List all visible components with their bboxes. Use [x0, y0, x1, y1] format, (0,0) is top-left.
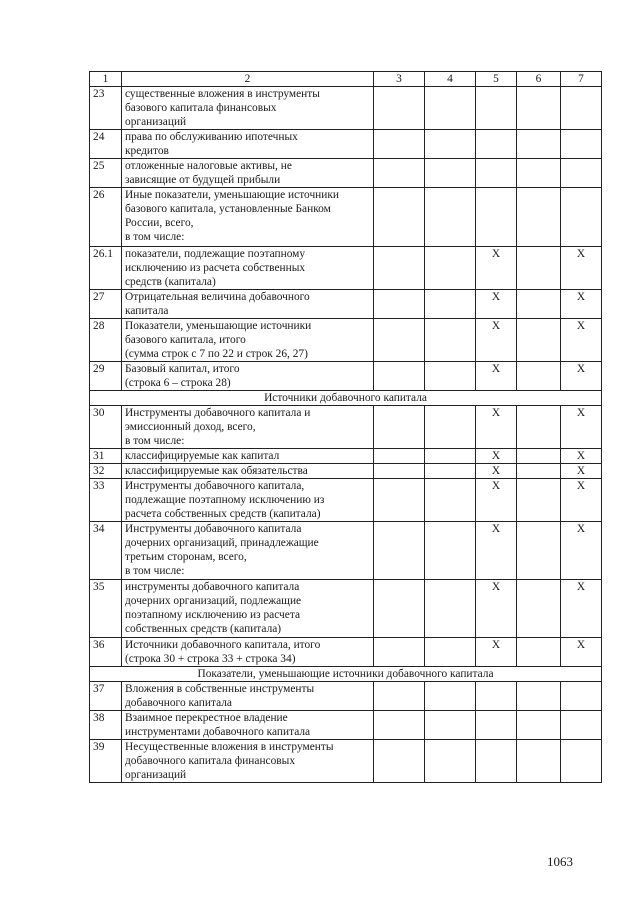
row-number: 33 — [90, 479, 122, 522]
row-description — [122, 188, 374, 247]
value-cell — [374, 290, 425, 319]
description-line: базового капитала, установленные Банком — [125, 203, 331, 215]
description-line: в том числе: — [125, 435, 185, 447]
description-line: средств (капитала) — [125, 276, 216, 288]
value-cell — [374, 522, 425, 580]
row-number: 29 — [90, 362, 122, 391]
row-number: 36 — [90, 638, 122, 667]
description-line: в том числе: — [125, 565, 185, 577]
row-description — [122, 406, 374, 449]
description-line: дочерних организаций, подлежащие — [125, 595, 302, 607]
value-cell: X — [476, 580, 517, 638]
description-line: зависящие от будущей прибыли — [125, 174, 281, 186]
value-cell: X — [476, 479, 517, 522]
value-cell: X — [561, 580, 602, 638]
value-cell — [517, 362, 561, 391]
row-number: 32 — [90, 464, 122, 479]
row-description — [122, 130, 374, 159]
description-line: организаций — [125, 769, 187, 781]
value-cell — [374, 188, 425, 247]
value-cell — [374, 362, 425, 391]
row-number: 34 — [90, 522, 122, 580]
value-cell — [517, 479, 561, 522]
header-cell: 6 — [517, 72, 561, 87]
value-cell — [425, 638, 476, 667]
row-description — [122, 580, 374, 638]
value-cell — [425, 464, 476, 479]
row-description — [122, 638, 374, 667]
value-cell: X — [476, 449, 517, 464]
value-cell — [517, 130, 561, 159]
table-row — [90, 406, 602, 449]
section-header-row — [90, 391, 602, 406]
value-cell — [517, 449, 561, 464]
description-line: Инструменты добавочного капитала — [125, 523, 302, 535]
value-cell — [425, 362, 476, 391]
table-row — [90, 449, 602, 464]
description-line: классифицируемые как капитал — [125, 450, 280, 462]
description-line: России, всего, — [125, 217, 194, 229]
table-row — [90, 464, 602, 479]
value-cell — [425, 740, 476, 783]
row-description — [122, 319, 374, 362]
description-line: Иные показатели, уменьшающие источники — [125, 189, 339, 201]
description-line: исключению из расчета собственных — [125, 262, 306, 274]
value-cell: X — [476, 247, 517, 290]
description-line: дочерних организаций, принадлежащие — [125, 537, 319, 549]
value-cell: X — [561, 362, 602, 391]
value-cell — [374, 464, 425, 479]
description-line: Показатели, уменьшающие источники — [125, 320, 312, 332]
header-cell: 7 — [561, 72, 602, 87]
value-cell — [517, 290, 561, 319]
table-row — [90, 319, 602, 362]
value-cell — [374, 479, 425, 522]
description-line: Базовый капитал, итого — [125, 363, 240, 375]
value-cell — [374, 580, 425, 638]
description-line: базового капитала, итого — [125, 334, 246, 346]
header-cell: 1 — [90, 72, 122, 87]
value-cell — [374, 319, 425, 362]
value-cell — [517, 188, 561, 247]
value-cell — [517, 682, 561, 711]
row-description — [122, 449, 374, 464]
value-cell — [561, 130, 602, 159]
value-cell — [425, 159, 476, 188]
row-number: 27 — [90, 290, 122, 319]
description-line: Инструменты добавочного капитала, — [125, 480, 305, 492]
row-number: 26.1 — [90, 247, 122, 290]
row-description — [122, 479, 374, 522]
value-cell: X — [561, 406, 602, 449]
value-cell: X — [561, 638, 602, 667]
row-description — [122, 362, 374, 391]
value-cell — [517, 580, 561, 638]
description-line: капитала — [125, 305, 169, 317]
description-line: отложенные налоговые активы, не — [125, 160, 292, 172]
row-number: 38 — [90, 711, 122, 740]
value-cell — [476, 130, 517, 159]
table-row — [90, 362, 602, 391]
description-line: подлежащие поэтапному исключению из — [125, 494, 325, 506]
description-line: (строка 30 + строка 33 + строка 34) — [125, 653, 296, 665]
table-row — [90, 290, 602, 319]
description-line: добавочного капитала финансовых — [125, 755, 296, 767]
value-cell — [517, 711, 561, 740]
value-cell: X — [561, 464, 602, 479]
description-line: Взаимное перекрестное владение — [125, 712, 288, 724]
value-cell: X — [476, 362, 517, 391]
row-number: 30 — [90, 406, 122, 449]
row-number: 26 — [90, 188, 122, 247]
table-row — [90, 479, 602, 522]
value-cell: X — [561, 479, 602, 522]
value-cell — [517, 87, 561, 130]
value-cell — [374, 159, 425, 188]
table-row — [90, 711, 602, 740]
header-cell: 2 — [122, 72, 374, 87]
description-line: инструментами добавочного капитала — [125, 726, 311, 738]
value-cell — [517, 159, 561, 188]
description-line: инструменты добавочного капитала — [125, 581, 300, 593]
description-line: собственных средств (капитала) — [125, 623, 282, 635]
row-number: 25 — [90, 159, 122, 188]
row-number: 37 — [90, 682, 122, 711]
value-cell — [374, 740, 425, 783]
description-line: Отрицательная величина добавочного — [125, 291, 310, 303]
value-cell — [425, 247, 476, 290]
row-description — [122, 711, 374, 740]
table-row — [90, 522, 602, 580]
value-cell — [374, 406, 425, 449]
table-row — [90, 87, 602, 130]
value-cell — [374, 711, 425, 740]
table-row — [90, 130, 602, 159]
section-title: Показатели, уменьшающие источники добавочного капитала — [90, 667, 602, 682]
value-cell — [476, 87, 517, 130]
row-description — [122, 247, 374, 290]
description-line: базового капитала финансовых — [125, 102, 277, 114]
value-cell — [374, 682, 425, 711]
value-cell — [374, 87, 425, 130]
value-cell: X — [561, 247, 602, 290]
description-line: права по обслуживанию ипотечных — [125, 131, 298, 143]
description-line: добавочного капитала — [125, 697, 232, 709]
value-cell — [425, 449, 476, 464]
row-number: 35 — [90, 580, 122, 638]
capital-table — [89, 71, 602, 783]
value-cell: X — [561, 449, 602, 464]
value-cell: X — [561, 290, 602, 319]
table-row — [90, 580, 602, 638]
row-description — [122, 464, 374, 479]
description-line: поэтапному исключению из расчета — [125, 609, 301, 621]
value-cell — [425, 87, 476, 130]
description-line: Источники добавочного капитала, итого — [125, 639, 321, 651]
description-line: третьим сторонам, всего, — [125, 551, 247, 563]
row-description — [122, 159, 374, 188]
section-header-row — [90, 667, 602, 682]
value-cell — [425, 130, 476, 159]
description-line: организаций — [125, 116, 187, 128]
description-line: Вложения в собственные инструменты — [125, 683, 315, 695]
value-cell — [425, 290, 476, 319]
value-cell — [561, 159, 602, 188]
value-cell — [517, 522, 561, 580]
table-row — [90, 740, 602, 783]
value-cell — [476, 188, 517, 247]
description-line: эмиссионный доход, всего, — [125, 421, 256, 433]
description-line: Несущественные вложения в инструменты — [125, 741, 334, 753]
value-cell — [425, 319, 476, 362]
value-cell — [374, 638, 425, 667]
description-line: кредитов — [125, 145, 169, 157]
row-number: 31 — [90, 449, 122, 464]
value-cell — [476, 711, 517, 740]
value-cell — [425, 522, 476, 580]
value-cell — [517, 464, 561, 479]
header-cell: 3 — [374, 72, 425, 87]
value-cell: X — [476, 290, 517, 319]
value-cell — [517, 740, 561, 783]
value-cell — [517, 319, 561, 362]
value-cell — [517, 247, 561, 290]
value-cell — [561, 682, 602, 711]
value-cell — [476, 740, 517, 783]
row-number: 39 — [90, 740, 122, 783]
description-line: (сумма строк с 7 по 22 и строк 26, 27) — [125, 348, 308, 360]
value-cell — [374, 130, 425, 159]
row-description — [122, 522, 374, 580]
value-cell — [425, 479, 476, 522]
value-cell: X — [476, 638, 517, 667]
row-description — [122, 682, 374, 711]
header-row — [90, 72, 602, 87]
value-cell — [425, 682, 476, 711]
header-cell: 4 — [425, 72, 476, 87]
row-number: 23 — [90, 87, 122, 130]
description-line: Инструменты добавочного капитала и — [125, 407, 311, 419]
value-cell — [517, 638, 561, 667]
description-line: расчета собственных средств (капитала) — [125, 508, 321, 520]
row-number: 24 — [90, 130, 122, 159]
value-cell — [425, 580, 476, 638]
description-line: показатели, подлежащие поэтапному — [125, 248, 306, 260]
table-row — [90, 159, 602, 188]
table-row — [90, 682, 602, 711]
description-line: существенные вложения в инструменты — [125, 88, 320, 100]
value-cell — [374, 449, 425, 464]
value-cell — [561, 711, 602, 740]
value-cell — [476, 159, 517, 188]
row-description — [122, 740, 374, 783]
page-number: 1063 — [547, 854, 573, 869]
section-title: Источники добавочного капитала — [90, 391, 602, 406]
value-cell — [476, 682, 517, 711]
value-cell: X — [476, 319, 517, 362]
description-line: (строка 6 – строка 28) — [125, 377, 231, 389]
row-number: 28 — [90, 319, 122, 362]
value-cell: X — [561, 522, 602, 580]
value-cell — [425, 711, 476, 740]
table-row — [90, 638, 602, 667]
row-description — [122, 87, 374, 130]
value-cell: X — [476, 522, 517, 580]
value-cell: X — [476, 464, 517, 479]
value-cell — [561, 740, 602, 783]
table-row — [90, 188, 602, 247]
value-cell — [374, 247, 425, 290]
row-description — [122, 290, 374, 319]
description-line: в том числе: — [125, 231, 185, 243]
description-line: классифицируемые как обязательства — [125, 465, 308, 477]
value-cell: X — [476, 406, 517, 449]
table-row — [90, 247, 602, 290]
value-cell — [425, 188, 476, 247]
value-cell — [561, 188, 602, 247]
value-cell: X — [561, 319, 602, 362]
header-cell: 5 — [476, 72, 517, 87]
value-cell — [425, 406, 476, 449]
value-cell — [517, 406, 561, 449]
value-cell — [561, 87, 602, 130]
